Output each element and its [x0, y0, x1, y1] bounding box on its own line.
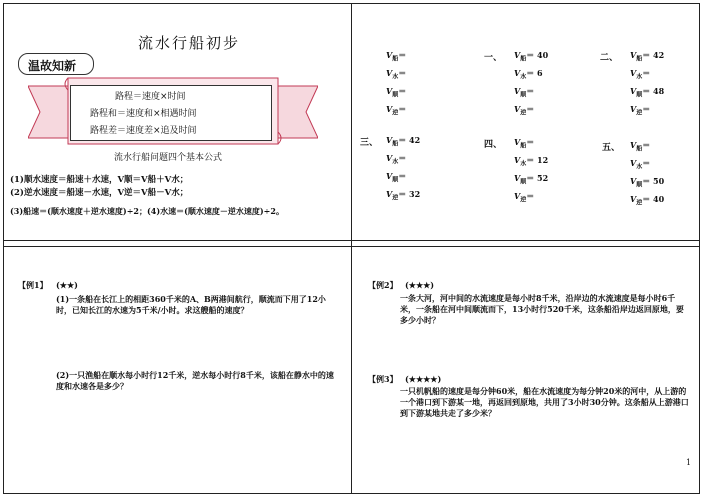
velocity-symbol: V: [386, 50, 393, 60]
formula-3: (3)船速＝(顺水速度＋逆水速度)÷2；(4)水速＝(顺水速度－逆水速度)÷2。: [10, 206, 284, 216]
velocity-value: ＝ 40: [526, 50, 549, 60]
velocity-subscript: 顺: [636, 181, 643, 189]
example3-stars: (★★★★): [405, 374, 442, 384]
velocity-symbol: V: [514, 191, 521, 201]
velocity-row: [386, 104, 406, 117]
velocity-symbol: V: [630, 158, 637, 168]
velocity-row: [514, 86, 534, 99]
velocity-subscript: 水: [636, 163, 643, 171]
velocity-subscript: 顺: [392, 176, 399, 184]
formula-1: (1)顺水速度＝船速＋水速，V顺＝V船＋V水；: [10, 175, 189, 185]
velocity-value: ＝: [642, 104, 651, 114]
velocity-row: [514, 50, 548, 63]
velocity-value: ＝ 50: [642, 176, 665, 186]
velocity-value: ＝ 6: [526, 68, 543, 78]
page-number: 1: [686, 458, 692, 467]
velocity-subscript: 水: [392, 73, 399, 81]
velocity-symbol: V: [630, 86, 637, 96]
velocity-value: ＝: [398, 50, 407, 60]
velocity-subscript: 顺: [636, 91, 643, 99]
velocity-value: ＝ 32: [398, 189, 421, 199]
vertical-divider: [351, 3, 352, 494]
formula-line-1: 路程＝速度×时间: [115, 92, 186, 102]
group-label: 五、: [602, 143, 621, 153]
velocity-value: ＝: [526, 191, 535, 201]
velocity-symbol: V: [514, 50, 521, 60]
velocity-subscript: 水: [520, 73, 527, 81]
velocity-row: [514, 191, 534, 204]
velocity-row: [630, 86, 664, 99]
velocity-value: ＝: [398, 153, 407, 163]
velocity-symbol: V: [386, 104, 393, 114]
velocity-symbol: V: [514, 173, 521, 183]
velocity-value: ＝ 48: [642, 86, 665, 96]
example3-text: 一只机帆船的速度是每分钟60米，船在水流速度为每分钟20米的河中，从上游的一个港口到下游某一地，再返回到原地，共用了3小时30分钟。这条船从上游港口到下游某地共走了多少米？: [400, 386, 689, 419]
example1-question2: (2)一只渔船在顺水每小时行12千米，逆水每小时行8千米，该船在静水中的速度和水速各是多少？: [56, 370, 334, 392]
velocity-subscript: 船: [520, 142, 527, 150]
velocity-symbol: V: [630, 104, 637, 114]
formula-2: (2)逆水速度＝船速－水速，V逆＝V船－V水；: [10, 188, 189, 198]
velocity-symbol: V: [514, 68, 521, 78]
velocity-subscript: 逆: [392, 194, 399, 202]
velocity-row: [514, 173, 548, 186]
group-label: 三、: [360, 138, 379, 148]
horizontal-divider-bottom: [3, 246, 700, 247]
velocity-symbol: V: [386, 135, 393, 145]
velocity-row: [514, 137, 534, 150]
velocity-symbol: V: [514, 104, 521, 114]
velocity-symbol: V: [386, 171, 393, 181]
velocity-symbol: V: [386, 189, 393, 199]
example1-label: 【例1】: [18, 280, 48, 290]
velocity-row: [514, 104, 534, 117]
velocity-subscript: 逆: [520, 109, 527, 117]
example2-text: 一条大河，河中间的水流速度是每小时8千米，沿岸边的水流速度是每小时6千米，一条船在河中间顺流而下，13小时行520千米，这条船沿岸边返回原地，要多少小时？: [400, 293, 684, 326]
velocity-symbol: V: [630, 50, 637, 60]
velocity-value: ＝: [398, 171, 407, 181]
formula-line-3: 路程差＝速度差×追及时间: [90, 126, 197, 136]
velocity-subscript: 船: [636, 145, 643, 153]
velocity-symbol: V: [514, 86, 521, 96]
formulas-subtitle: 流水行船问题四个基本公式: [114, 153, 223, 163]
velocity-value: ＝: [398, 104, 407, 114]
example3-label: 【例3】: [368, 374, 398, 384]
velocity-subscript: 船: [520, 55, 527, 63]
velocity-value: ＝ 42: [642, 50, 665, 60]
velocity-symbol: V: [630, 194, 637, 204]
velocity-row: [386, 86, 406, 99]
velocity-row: [630, 158, 650, 171]
velocity-symbol: V: [630, 140, 637, 150]
velocity-value: ＝: [642, 68, 651, 78]
velocity-row: [630, 68, 650, 81]
formula-line-2: 路程和＝速度和×相遇时间: [90, 109, 197, 119]
velocity-subscript: 顺: [520, 178, 527, 186]
group-label: 四、: [484, 140, 503, 150]
slide1-title: 流水行船初步: [138, 34, 241, 52]
velocity-value: ＝ 40: [642, 194, 665, 204]
velocity-row: [630, 50, 664, 63]
velocity-value: ＝: [398, 68, 407, 78]
velocity-subscript: 逆: [520, 196, 527, 204]
velocity-row: [386, 189, 420, 202]
velocity-symbol: V: [630, 68, 637, 78]
velocity-subscript: 顺: [392, 91, 399, 99]
velocity-subscript: 船: [392, 140, 399, 148]
velocity-row: [386, 135, 420, 148]
velocity-subscript: 顺: [520, 91, 527, 99]
velocity-value: ＝ 52: [526, 173, 549, 183]
velocity-row: [386, 171, 406, 184]
velocity-subscript: 逆: [636, 109, 643, 117]
velocity-value: ＝: [642, 140, 651, 150]
velocity-row: [630, 194, 664, 207]
velocity-subscript: 船: [636, 55, 643, 63]
velocity-row: [386, 68, 406, 81]
velocity-symbol: V: [514, 155, 521, 165]
velocity-symbol: V: [514, 137, 521, 147]
velocity-symbol: V: [386, 86, 393, 96]
velocity-value: ＝ 12: [526, 155, 549, 165]
velocity-row: [514, 155, 548, 168]
velocity-row: [514, 68, 543, 81]
velocity-row: [630, 140, 650, 153]
velocity-subscript: 逆: [392, 109, 399, 117]
velocity-subscript: 水: [636, 73, 643, 81]
velocity-subscript: 水: [520, 160, 527, 168]
velocity-row: [630, 104, 650, 117]
velocity-value: ＝: [526, 104, 535, 114]
velocity-subscript: 水: [392, 158, 399, 166]
velocity-symbol: V: [386, 68, 393, 78]
velocity-value: ＝: [526, 137, 535, 147]
example2-label: 【例2】: [368, 280, 398, 290]
velocity-value: ＝ 42: [398, 135, 421, 145]
group-label: 一、: [484, 53, 503, 63]
group-label: 二、: [600, 53, 619, 63]
velocity-value: ＝: [526, 86, 535, 96]
velocity-value: ＝: [398, 86, 407, 96]
horizontal-divider-top: [3, 240, 700, 241]
velocity-symbol: V: [386, 153, 393, 163]
example1-stars: (★★): [56, 280, 78, 290]
badge-label: 温故知新: [28, 59, 77, 73]
velocity-row: [630, 176, 664, 189]
velocity-subscript: 船: [392, 55, 399, 63]
velocity-symbol: V: [630, 176, 637, 186]
velocity-value: ＝: [642, 158, 651, 168]
velocity-subscript: 逆: [636, 199, 643, 207]
example2-stars: (★★★): [405, 280, 435, 290]
velocity-row: [386, 153, 406, 166]
velocity-row: [386, 50, 406, 63]
example1-question1: (1)一条船在长江上的相距360千米的A、B两港间航行，顺流而下用了12小时，已知长江的水速为5千米/小时。求这艘船的速度？: [56, 294, 326, 316]
